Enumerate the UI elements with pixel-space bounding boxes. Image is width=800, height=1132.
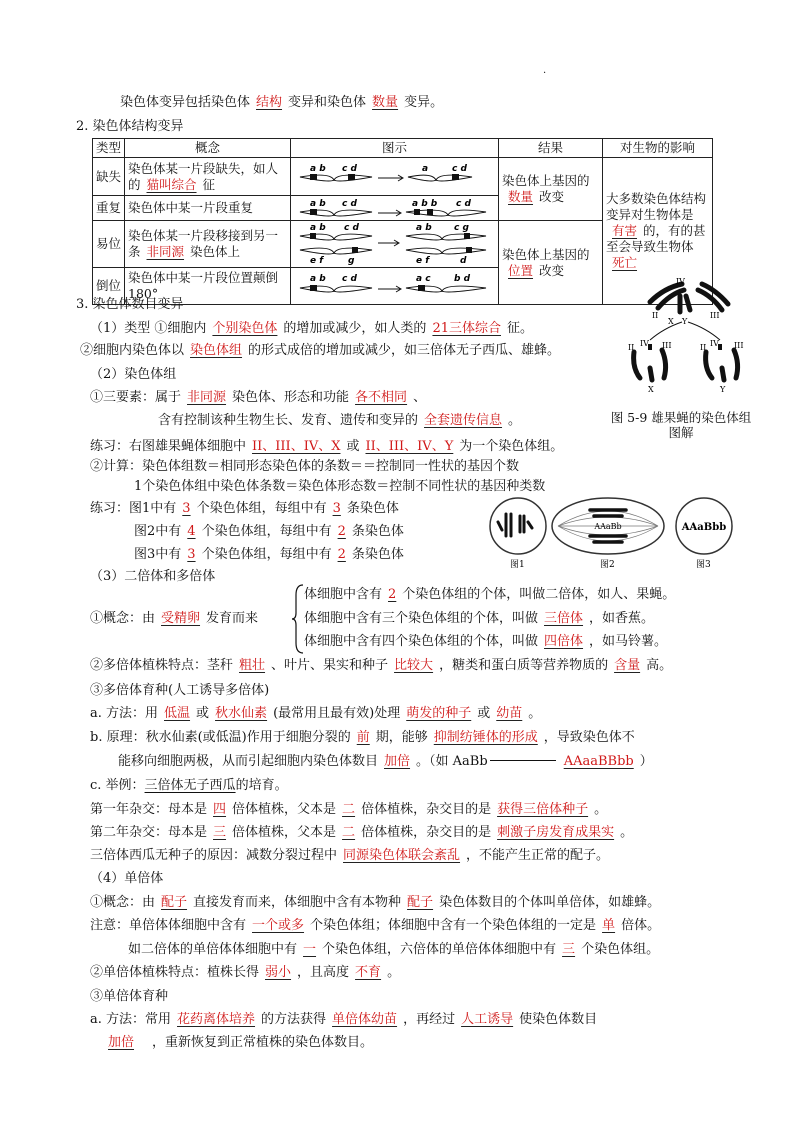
subsection-title: （2）染色体组 xyxy=(90,367,177,382)
text: a. 方法：用 xyxy=(90,706,159,721)
gene-band xyxy=(310,174,317,180)
text: 个染色体组，六倍体的单倍体体细胞中有 xyxy=(322,942,557,957)
text: 染色体上基因的 xyxy=(502,246,590,262)
answer: 粗壮 xyxy=(239,658,266,673)
text: 染色体数目的个体叫单倍体，如雄蜂。 xyxy=(439,895,661,910)
text: 第一年杂交：母本是 xyxy=(90,802,208,817)
header-type: 类型 xyxy=(93,139,125,158)
fruit-fly-karyotype-figure xyxy=(606,277,756,408)
chromosome-label: Y xyxy=(720,385,726,394)
text: 的形式成倍的增加或减少，如三倍体无子西瓜、雄蜂。 xyxy=(248,343,561,358)
chromosome-label: III xyxy=(662,341,672,350)
result-position xyxy=(499,221,603,305)
text: ，如马铃薯。 xyxy=(589,634,668,649)
row-type: 易位 xyxy=(93,221,125,268)
text: 为一个染色体组。 xyxy=(459,439,564,454)
answer: 刺激子房发育成果实 xyxy=(497,825,615,840)
answer: 不育 xyxy=(355,965,382,980)
first-year-cross xyxy=(90,803,607,816)
gene-text: AAaBbb xyxy=(681,522,727,533)
calc-line-2: 1个染色体组中染色体条数＝染色体形态数＝控制不同性状的基因种类数 xyxy=(134,479,546,494)
text: 染色体中某一片段位置颠倒180° xyxy=(128,270,279,301)
answer: 四 xyxy=(213,802,227,817)
answer: 个别染色体 xyxy=(212,321,278,336)
text: 变异。 xyxy=(404,95,444,110)
text: 染色体、形态和功能 xyxy=(232,390,350,405)
polyploid-concept xyxy=(90,612,258,625)
text: 倍体植株，杂交目的是 xyxy=(361,825,492,840)
answer: 二 xyxy=(342,825,356,840)
answer: 加倍 xyxy=(384,754,411,769)
text: 倍体植株，父本是 xyxy=(232,825,337,840)
text: ②单倍体植株特点：植株长得 xyxy=(90,965,260,980)
text: 的增加或减少，如人类的 xyxy=(283,321,427,336)
polyploid-breeding-title: ③多倍体育种(人工诱导多倍体) xyxy=(90,683,270,698)
chromosome-label: II xyxy=(700,343,707,352)
answer: 花药离体培养 xyxy=(177,1012,256,1027)
answer: II、III、IV、X xyxy=(252,439,341,454)
subsection-title: （3）二倍体和多倍体 xyxy=(90,569,216,584)
gene-band xyxy=(348,174,355,180)
chromosome-label: X xyxy=(648,385,654,394)
text: 个染色体组，每组中有 xyxy=(201,524,332,539)
gene-band xyxy=(452,174,459,180)
text: ②细胞内染色体以 xyxy=(80,343,185,358)
answer: 数量 xyxy=(508,189,534,204)
chromosome-label: II xyxy=(628,343,635,352)
text: ①三要素：属于 xyxy=(90,390,182,405)
chromosome-label: IV xyxy=(640,339,649,348)
gene-label: a c xyxy=(416,274,431,284)
section-3-title: 3. 染色体数目变异 xyxy=(76,297,184,312)
chromosome-label: III xyxy=(734,341,744,350)
cell-figures xyxy=(484,496,742,570)
text: c. 举例： xyxy=(90,778,145,793)
answer: 有害 xyxy=(612,223,638,238)
answer: 弱小 xyxy=(265,965,292,980)
diploid-line xyxy=(304,588,675,601)
gene-label: b d xyxy=(454,274,471,284)
answer: 非同源 xyxy=(146,244,185,259)
text: 含有控制该种生物生长、发育、遗传和变异的 xyxy=(158,413,419,428)
gene-label: a b xyxy=(416,223,432,233)
answer: 比较大 xyxy=(394,658,434,673)
answer: 2 xyxy=(337,547,346,562)
exercise-2-line xyxy=(90,502,399,515)
text: 练习：图1中有 xyxy=(90,501,177,516)
text: 图2中有 xyxy=(134,524,182,539)
text: ，导致染色体不 xyxy=(543,730,635,745)
text: ，不能产生正常的配子。 xyxy=(466,848,610,863)
gene-label: a xyxy=(422,163,429,174)
text: 个染色体组的个体，叫做二倍体，如人、果蝇。 xyxy=(402,587,676,602)
answer: 各不相同 xyxy=(355,390,408,405)
principle-line-2 xyxy=(118,755,653,768)
text: ，糖类和蛋白质等营养物质的 xyxy=(439,658,609,673)
gene-text: AAaBb xyxy=(594,522,622,531)
second-year-cross xyxy=(90,826,633,839)
text: 三倍体西瓜无种子的原因：减数分裂过程中 xyxy=(90,848,338,863)
text: a. 方法：常用 xyxy=(90,1012,172,1027)
answer: 四倍体 xyxy=(544,634,584,649)
chromosome-label: X xyxy=(668,317,674,326)
text: 倍体植株，父本是 xyxy=(232,802,337,817)
duplication-diagram xyxy=(294,198,494,218)
answer: 配子 xyxy=(161,895,188,910)
text: 使染色体数目 xyxy=(519,1012,598,1027)
text: （1）类型 ①细胞内 xyxy=(90,321,207,336)
gene-band xyxy=(352,247,358,253)
answer: II、III、IV、Y xyxy=(365,439,454,454)
row-type: 重复 xyxy=(93,196,125,221)
gene-label: c d xyxy=(344,223,359,233)
row-concept xyxy=(125,221,291,268)
answer: 同源染色体联会紊乱 xyxy=(343,848,461,863)
chromosome xyxy=(722,368,724,380)
answer: 前 xyxy=(356,730,370,745)
table-row xyxy=(93,158,713,196)
text: 的方法获得 xyxy=(261,1012,327,1027)
text: 、 xyxy=(413,390,427,405)
text: 或 xyxy=(346,439,360,454)
text: 改变 xyxy=(539,189,565,204)
diagram-deletion xyxy=(291,158,499,196)
gene-label: a b xyxy=(310,223,326,233)
gene-label: d xyxy=(460,256,467,266)
chromosome-label: IV xyxy=(710,339,719,348)
chromosome xyxy=(650,368,652,380)
chromosome xyxy=(662,350,666,378)
row-type: 倒位 xyxy=(93,268,125,305)
haploid-note-2 xyxy=(128,943,659,956)
answer: 全套遗传信息 xyxy=(424,413,503,428)
text: ，如香蕉。 xyxy=(589,611,655,626)
row-type: 缺失 xyxy=(93,158,125,196)
text: (最常用且最有效)处理 xyxy=(273,706,401,721)
chromosome-label: Y xyxy=(682,317,688,326)
gene-band xyxy=(310,209,317,215)
answer: 人工诱导 xyxy=(461,1012,514,1027)
gene-band xyxy=(464,233,470,239)
text: 高。 xyxy=(646,658,673,673)
gene-label: e f xyxy=(416,256,430,266)
text: 或 xyxy=(477,706,491,721)
text: 。 xyxy=(620,825,634,840)
text: 体细胞中含有三个染色体组的个体，叫做 xyxy=(304,611,539,626)
text: 。 xyxy=(508,413,522,428)
triploid-line xyxy=(304,612,654,625)
gene-label: c d xyxy=(342,163,357,174)
calc-line: ②计算：染色体组数＝相同形态染色体的条数＝＝控制同一性状的基因个数 xyxy=(90,459,520,474)
exercise-2-line xyxy=(134,548,404,561)
answer: 获得三倍体种子 xyxy=(497,802,589,817)
answer: 染色体组 xyxy=(190,343,243,358)
text: ，重新恢复到正常植株的染色体数目。 xyxy=(152,1035,374,1050)
chromosome xyxy=(634,352,640,378)
diagram-duplication xyxy=(291,196,499,221)
structure-variation-table xyxy=(92,138,713,305)
haploid-features xyxy=(90,966,400,979)
text: b. 原理：秋水仙素(或低温)作用于细胞分裂的 xyxy=(90,730,351,745)
type-line xyxy=(90,322,533,335)
gene-label: c d xyxy=(342,199,357,209)
figure-label: 图3 xyxy=(696,560,711,570)
diagram-inversion xyxy=(291,268,499,305)
text: 改变 xyxy=(539,262,565,278)
figure-label: 图1 xyxy=(510,560,525,570)
answer: 含量 xyxy=(614,658,641,673)
text: 的培育。 xyxy=(235,778,288,793)
answer: 三倍体 xyxy=(544,611,584,626)
answer: 猫叫综合 xyxy=(146,176,197,192)
text: 倍体植株，杂交目的是 xyxy=(361,802,492,817)
text: 或 xyxy=(196,706,210,721)
answer: 4 xyxy=(187,524,196,539)
text: 征。 xyxy=(506,321,533,336)
answer: 二 xyxy=(342,802,356,817)
three-elements-line-2 xyxy=(158,414,521,427)
answer: 加倍 xyxy=(108,1035,135,1050)
answer: 抑制纺锤体的形成 xyxy=(433,730,538,745)
table-header-row xyxy=(93,139,713,158)
gene-label: c d xyxy=(342,274,357,284)
gene-label: g xyxy=(348,256,355,266)
text: 体细胞中含有 xyxy=(304,587,383,602)
arrow-icon xyxy=(490,760,556,761)
chromosome-shape xyxy=(300,248,372,254)
haploid-breeding-title: ③单倍体育种 xyxy=(90,989,169,1004)
gene-band xyxy=(466,247,472,253)
chromosome-shape xyxy=(406,234,486,240)
text: ，再经过 xyxy=(403,1012,456,1027)
gene-label: a b xyxy=(310,199,326,209)
corner-mark: . xyxy=(543,65,547,76)
text: 如二倍体的单倍体体细胞中有 xyxy=(128,942,298,957)
chromosome-label: IV xyxy=(676,277,685,286)
header-result: 结果 xyxy=(499,139,603,158)
text: 、叶片、果实和种子 xyxy=(271,658,389,673)
gene-label: c g xyxy=(454,223,469,233)
text: 条染色体 xyxy=(346,501,399,516)
chromosome-shape xyxy=(408,175,472,181)
text: 直接发育而来，体细胞中含有本物种 xyxy=(193,895,402,910)
answer: 位置 xyxy=(508,262,534,278)
gene-band xyxy=(418,285,425,291)
answer: 三 xyxy=(562,942,576,957)
text: 的，有的甚至会导致生物体 xyxy=(606,223,706,254)
chromosome xyxy=(706,352,712,378)
answer: 21三体综合 xyxy=(432,321,501,336)
answer: 结构 xyxy=(256,95,283,110)
method-line xyxy=(90,707,541,720)
polyploid-features xyxy=(90,659,672,672)
underlined-text: 三倍体无子西瓜 xyxy=(144,778,236,793)
text: 染色体上基因的 xyxy=(502,173,590,188)
header-diagram: 图示 xyxy=(291,139,499,158)
answer: 单倍体幼苗 xyxy=(332,1012,398,1027)
answer: 配子 xyxy=(407,895,434,910)
text: 倍体。 xyxy=(621,918,661,933)
gene-label: a b xyxy=(310,274,326,284)
intro-line xyxy=(120,96,443,109)
text: 注意：单倍体体细胞中含有 xyxy=(90,918,247,933)
result-count xyxy=(499,158,603,221)
diagram-translocation xyxy=(291,221,499,268)
answer: 幼苗 xyxy=(496,706,523,721)
row-concept xyxy=(125,158,291,196)
figure-caption: 图 5-9 雄果蝇的染色体组图解 xyxy=(610,410,752,440)
answer: 受精卵 xyxy=(161,611,201,626)
answer: AAaaBBbb xyxy=(563,754,634,769)
exercise-1 xyxy=(90,440,563,453)
exercise-2-line xyxy=(134,525,404,538)
tetraploid-line xyxy=(304,635,667,648)
text: 个染色体组；体细胞中含有一个染色体组的一定是 xyxy=(310,918,597,933)
figure-label: 图2 xyxy=(600,560,615,570)
text: 。 xyxy=(594,802,608,817)
seedless-reason xyxy=(90,849,609,862)
text: 。 xyxy=(387,965,401,980)
answer: 一 xyxy=(303,942,317,957)
text: ，且高度 xyxy=(297,965,350,980)
text: 。 xyxy=(528,706,542,721)
text: 条染色体 xyxy=(351,547,404,562)
haploid-method-2 xyxy=(90,1036,373,1049)
chromosome-shape xyxy=(406,248,486,254)
answer: 死亡 xyxy=(612,255,638,270)
answer: 3 xyxy=(332,501,341,516)
haploid-note xyxy=(90,919,660,932)
haploid-concept xyxy=(90,896,660,909)
gene-label: c d xyxy=(456,199,471,209)
subsection-title: （4）单倍体 xyxy=(90,871,164,886)
connector-line xyxy=(650,322,682,340)
gene-label: c d xyxy=(452,163,467,174)
text: ②多倍体植株特点：茎秆 xyxy=(90,658,234,673)
answer: 2 xyxy=(337,524,346,539)
text: 第二年杂交：母本是 xyxy=(90,825,208,840)
text: 练习：右图雄果蝇体细胞中 xyxy=(90,439,247,454)
text: 征 xyxy=(202,176,216,192)
text: 。（如 AaBb xyxy=(416,754,488,769)
gene-label: a b b xyxy=(412,199,438,209)
text: 变异和染色体 xyxy=(288,95,367,110)
text: 个染色体组，每组中有 xyxy=(201,547,332,562)
text: 图3中有 xyxy=(134,547,182,562)
gene-label: e f xyxy=(310,256,324,266)
text: 个染色体组，每组中有 xyxy=(196,501,327,516)
translocation-diagram xyxy=(294,223,494,265)
answer: 一个或多 xyxy=(252,918,305,933)
answer: 3 xyxy=(182,501,191,516)
text: 染色体某一片段缺失，如人的 xyxy=(128,160,279,192)
type-line-2 xyxy=(80,344,560,357)
example-line xyxy=(90,779,288,792)
text: 体细胞中含有四个染色体组的个体，叫做 xyxy=(304,634,539,649)
text: ①概念：由 xyxy=(90,895,156,910)
answer: 非同源 xyxy=(187,390,227,405)
gene-band xyxy=(427,209,433,215)
answer: 萌发的种子 xyxy=(406,706,472,721)
brace-icon xyxy=(291,583,305,655)
row-concept xyxy=(125,196,291,221)
three-elements-line xyxy=(90,391,426,404)
answer: 秋水仙素 xyxy=(215,706,268,721)
answer: 三 xyxy=(213,825,227,840)
answer: 2 xyxy=(388,587,397,602)
answer: 单 xyxy=(602,918,616,933)
text: ①概念：由 xyxy=(90,611,156,626)
header-concept: 概念 xyxy=(125,139,291,158)
text: 期，能够 xyxy=(375,730,428,745)
text: 个染色体组。 xyxy=(581,942,660,957)
text: 染色体中某一片段重复 xyxy=(128,200,254,215)
text: 大多数染色体结构变异对生物体是 xyxy=(606,191,707,222)
text: 染色体某一片段移接到另一条 xyxy=(128,228,279,259)
connector-line xyxy=(688,322,720,340)
gene-band xyxy=(310,285,317,291)
answer: 3 xyxy=(187,547,196,562)
chromosome xyxy=(686,296,690,310)
chromosome-label: II xyxy=(652,311,659,320)
text: ） xyxy=(639,754,653,769)
gene-band xyxy=(414,209,420,215)
text: 发育而来 xyxy=(206,611,259,626)
chromosome xyxy=(734,350,738,378)
chromosome-label: III xyxy=(710,311,720,320)
text: 染色体上 xyxy=(190,244,241,259)
text: 染色体变异包括染色体 xyxy=(120,95,251,110)
gene-label: a b xyxy=(310,163,326,174)
answer: 数量 xyxy=(372,95,399,110)
haploid-method xyxy=(90,1013,597,1026)
gene-band xyxy=(310,233,316,239)
deletion-diagram xyxy=(294,161,494,193)
text: 能移向细胞两极，从而引起细胞内染色体数目 xyxy=(118,754,379,769)
answer: 低温 xyxy=(164,706,191,721)
inversion-diagram xyxy=(294,272,494,300)
text: 条染色体 xyxy=(351,524,404,539)
header-effect: 对生物的影响 xyxy=(603,139,713,158)
principle-line xyxy=(90,731,635,744)
section-2-title: 2. 染色体结构变异 xyxy=(76,119,184,134)
